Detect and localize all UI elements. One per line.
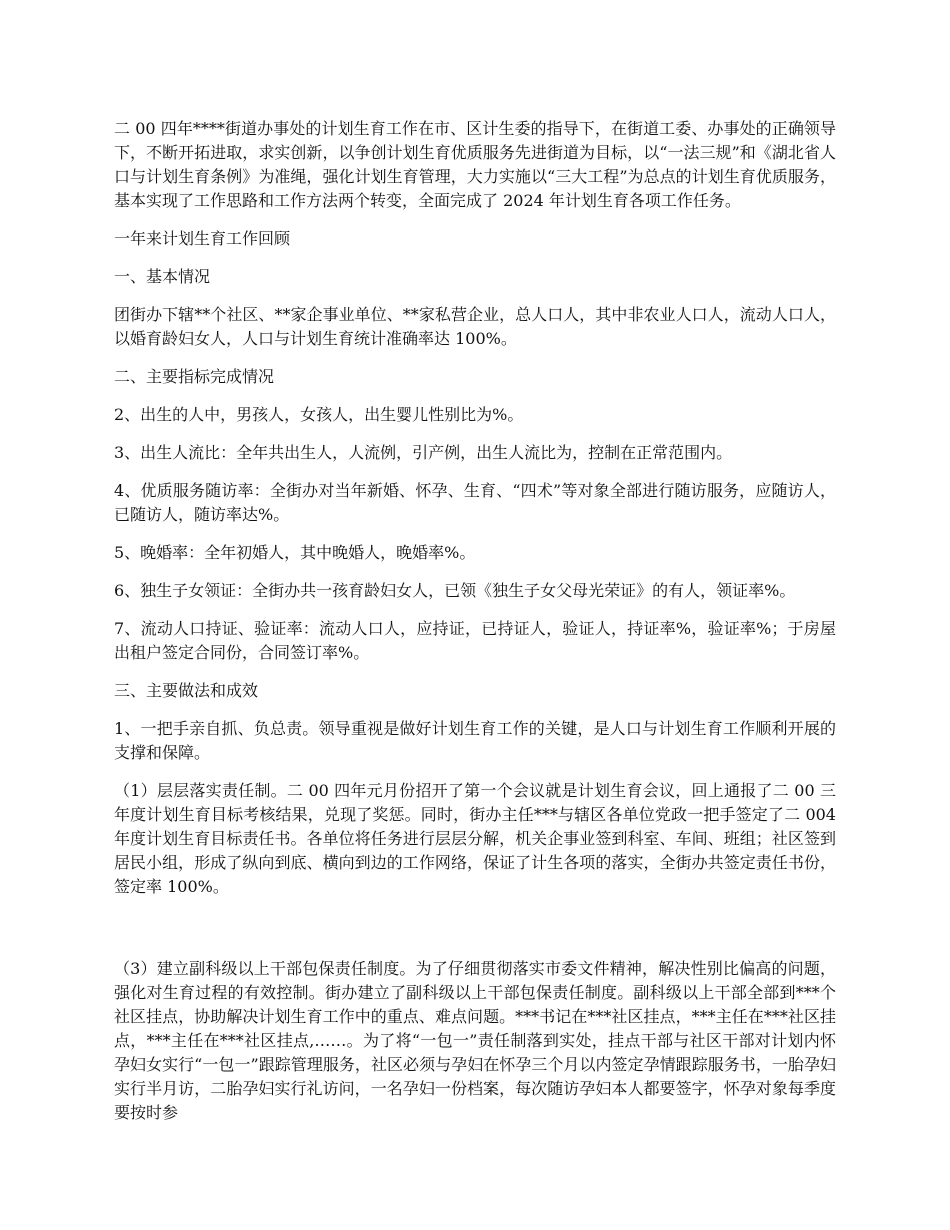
- section-heading-review: 一年来计划生育工作回顾: [114, 229, 291, 248]
- section-heading-basic: 一、基本情况: [114, 267, 211, 286]
- indicator-item-4: 4、优质服务随访率：全街办对当年新婚、怀孕、生育、“四术”等对象全部进行随访服务，应随访人，已随访人，随访率达%。: [114, 481, 836, 524]
- method-subitem-3: （3）建立副科级以上干部包保责任制度。为了仔细贯彻落实市委文件精神，解决性别比偏高的问题，强化对生育过程的有效控制。街办建立了副科级以上干部包保责任制度。副科级以上干部全部到***个社区挂点，协助解决计划生育工作中的重点、难点问题。***书记在***社区挂点，***主任在***社区挂点，***主任在***社区挂点,……。为了将“一包一”责任制落到实处，挂点干部与社区干部对计划内怀孕妇女实行“一包一”跟踪管理服务，社区必须与孕妇在怀孕三个月以内签定孕情跟踪服务书，一胎孕妇实行半月访，二胎孕妇实行礼访问，一名孕妇一份档案，每次随访孕妇本人都要签字，怀孕对象每季度要按时参: [114, 959, 836, 1122]
- intro-paragraph: 二 00 四年****街道办事处的计划生育工作在市、区计生委的指导下，在街道工委、办事处的正确领导下，不断开拓进取，求实创新，以争创计划生育优质服务先进街道为目标，以“一法三规”和《湖北省人口与计划生育条例》为准绳，强化计划生育管理，大力实施以“三大工程”为总点的计划生育优质服务，基本实现了工作思路和工作方法两个转变，全面完成了 2024 年计划生育各项工作任务。: [114, 119, 836, 210]
- indicator-item-6: 6、独生子女领证：全街办共一孩育龄妇女人，已领《独生子女父母光荣证》的有人，领证率%。: [114, 581, 796, 600]
- basic-situation-paragraph: 团街办下辖**个社区、**家企事业单位、**家私营企业，总人口人，其中非农业人口人，流动人口人，以婚育龄妇女人，人口与计划生育统计准确率达 100%。: [114, 305, 836, 348]
- indicator-item-2: 2、出生的人中，男孩人，女孩人，出生婴儿性别比为%。: [114, 405, 524, 424]
- document-body: [114, 117, 836, 1139]
- method-item-1: 1、一把手亲自抓、负总责。领导重视是做好计划生育工作的关键，是人口与计划生育工作顺利开展的支撑和保障。: [114, 719, 836, 762]
- indicator-item-3: 3、出生人流比：全年共出生人，人流例，引产例，出生人流比为，控制在正常范围内。: [114, 443, 733, 462]
- section-heading-indicators: 二、主要指标完成情况: [114, 367, 275, 386]
- method-subitem-1: （1）层层落实责任制。二 00 四年元月份招开了第一个会议就是计划生育会议，回上通报了二 00 三年度计划生育目标考核结果，兑现了奖惩。同时，街办主任***与辖区各单位党政一把手签定了二 004 年度计划生育目标责任书。各单位将任务进行层层分解，机关企事业签到科室、车间、班组；社区签到居民小组，形成了纵向到底、横向到边的工作网络，保证了计生各项的落实，全街办共签定责任书份，签定率 100%。: [114, 781, 836, 896]
- indicator-item-5: 5、晚婚率：全年初婚人，其中晚婚人，晚婚率%。: [114, 543, 476, 562]
- indicator-item-7: 7、流动人口持证、验证率：流动人口人，应持证，已持证人，验证人，持证率%，验证率%；于房屋出租户签定合同份，合同签订率%。: [114, 619, 836, 662]
- section-heading-methods: 三、主要做法和成效: [114, 681, 259, 700]
